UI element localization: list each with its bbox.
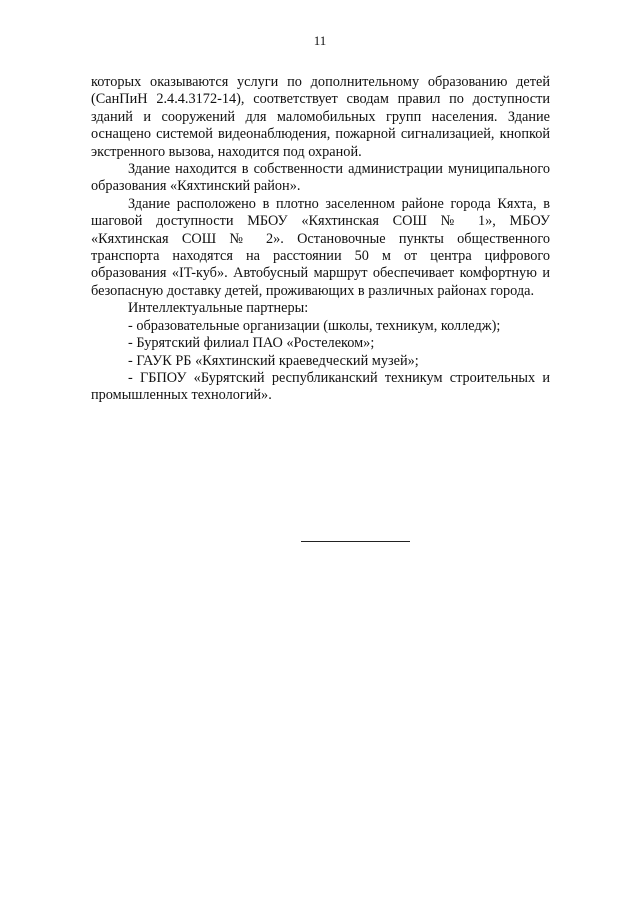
document-body [91, 74, 550, 405]
partner-list-item: - ГБПОУ «Бурятский республиканский техникум строительных и промышленных технологий». [91, 369, 550, 404]
page-number: 11 [313, 33, 327, 48]
partner-list-item: - образовательные организации (школы, техникум, колледж); [128, 317, 501, 334]
end-separator-line [301, 541, 410, 542]
partner-list-item: - Бурятский филиал ПАО «Ростелеком»; [128, 335, 375, 352]
paragraph-ownership: Здание находится в собственности администрации муниципального образования «Кяхтинский район». [91, 161, 550, 195]
paragraph-location: Здание расположено в плотно заселенном районе города Кяхта, в шаговой доступности МБОУ «Кяхтинская СОШ № 1», МБОУ «Кяхтинская СОШ № 2». Остановочные пункты общественного транспорта находятся на расстоянии 50 м от центра цифрового образования «IT-куб». Автобусный маршрут обеспечивает комфортную и безопасную доставку детей, проживающих в различных районах города. [91, 195, 550, 299]
paragraph-continuation: которых оказываются услуги по дополнительному образованию детей (СанПиН 2.4.4.3172-14), соответствует сводам правил по доступности зданий и сооружений для маломобильных групп населения. Здание оснащено системой видеонаблюдения, пожарной сигнализацией, кнопкой экстренного вызова, находится под охраной. [91, 74, 550, 160]
partners-heading: Интеллектуальные партнеры: [128, 300, 309, 317]
partner-list-item: - ГАУК РБ «Кяхтинский краеведческий музей»; [128, 352, 419, 369]
